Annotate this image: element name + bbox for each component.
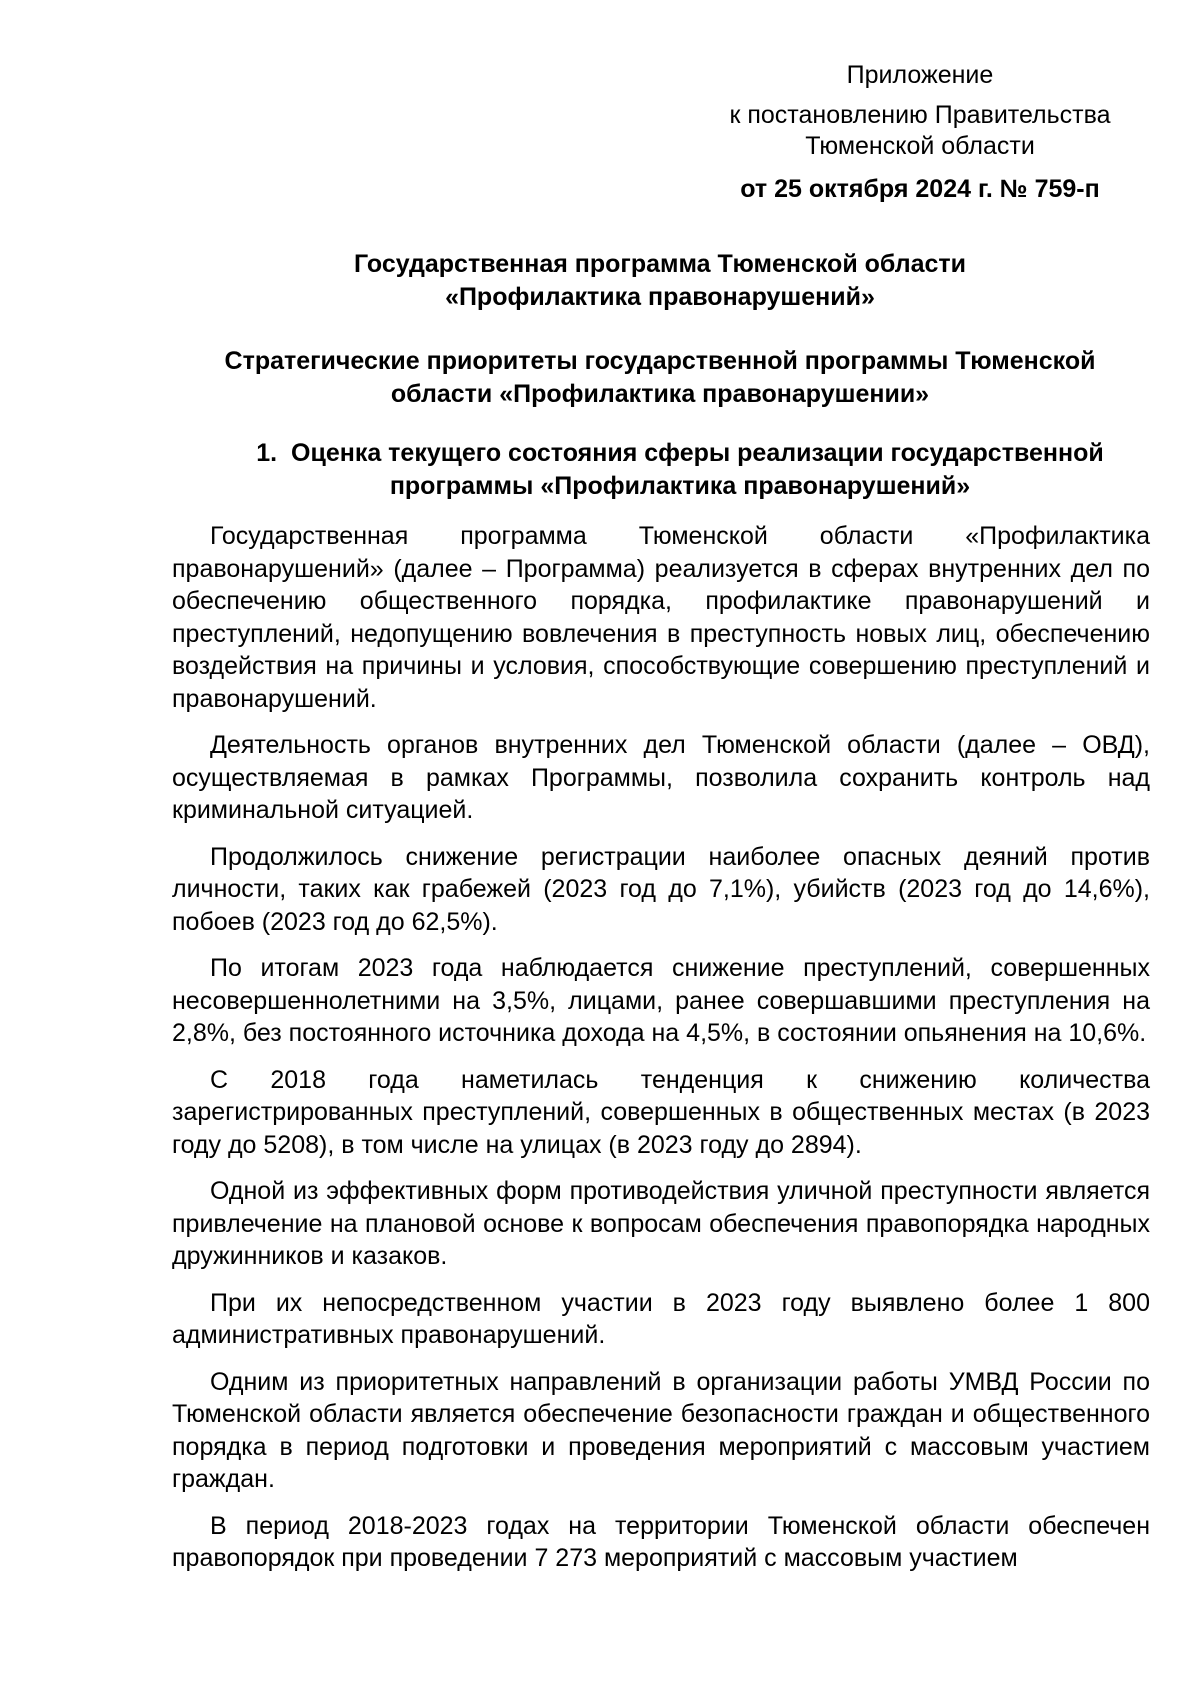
paragraph: По итогам 2023 года наблюдается снижение преступлений, совершенных несовершеннолетними на 3,5%, лицами, ранее совершавшими преступления на 2,8%, без постоянного источника дохода на 4,5%, в состоянии опьянения на 10,6%. [172, 954, 1150, 1047]
annex-date: от 25 октября 2024 г. № 759-п [740, 175, 1100, 203]
paragraph: Одним из приоритетных направлений в организации работы УМВД России по Тюменской области является обеспечение безопасности граждан и общественного порядка в период подготовки и проведения мероприятий с массовым участием граждан. [172, 1367, 1150, 1493]
section-1-body [172, 520, 1150, 1589]
annex-title: Приложение [846, 61, 994, 89]
section-heading-line-1: 1. Оценка текущего состояния сферы реализации государственной [256, 439, 1104, 467]
strategic-heading-line-1: Стратегические приоритеты государственной программы Тюменской [224, 347, 1096, 375]
annex-reference: к постановлению Правительства [729, 101, 1111, 129]
section-heading-line-2: программы «Профилактика правонарушений» [389, 472, 971, 500]
paragraph: Продолжилось снижение регистрации наиболее опасных деяний против личности, таких как грабежей (2023 год до 7,1%), убийств (2023 год до 14,6%), побоев (2023 год до 62,5%). [172, 842, 1150, 936]
program-title-line-1: Государственная программа Тюменской области [353, 250, 967, 278]
strategic-priorities-heading [150, 345, 1170, 411]
paragraph: Одной из эффективных форм противодействия уличной преступности является привлечение на плановой основе к вопросам обеспечения правопорядка народных дружинников и казаков. [172, 1177, 1150, 1270]
paragraph: С 2018 года наметилась тенденция к снижению количества зарегистрированных преступлений, совершенных в общественных местах (в 2023 году до 5208), в том числе на улицах (в 2023 году до 2894). [172, 1065, 1150, 1159]
strategic-heading-line-2: области «Профилактика правонарушении» [390, 380, 930, 408]
paragraph: В период 2018-2023 годах на территории Тюменской области обеспечен правопорядок при проведении 7 273 мероприятий с массовым участием [172, 1511, 1150, 1572]
paragraph: Деятельность органов внутренних дел Тюменской области (далее – ОВД), осуществляемая в рамках Программы, позволила сохранить контроль над криминальной ситуацией. [172, 731, 1150, 824]
annex-region: Тюменской области [805, 132, 1035, 160]
program-title [170, 248, 1150, 314]
paragraph: Государственная программа Тюменской области «Профилактика правонарушений» (далее – Программа) реализуется в сферах внутренних дел по обеспечению общественного порядка, профилактике правонарушений и преступлений, недопущению вовлечения в преступность новых лиц, обеспечению воздействия на причины и условия, способствующие совершению преступлений и правонарушений. [172, 522, 1150, 713]
section-1-heading [210, 437, 1150, 503]
paragraph: При их непосредственном участии в 2023 году выявлено более 1 800 административных правонарушений. [172, 1288, 1150, 1349]
program-title-line-2: «Профилактика правонарушений» [445, 283, 875, 311]
